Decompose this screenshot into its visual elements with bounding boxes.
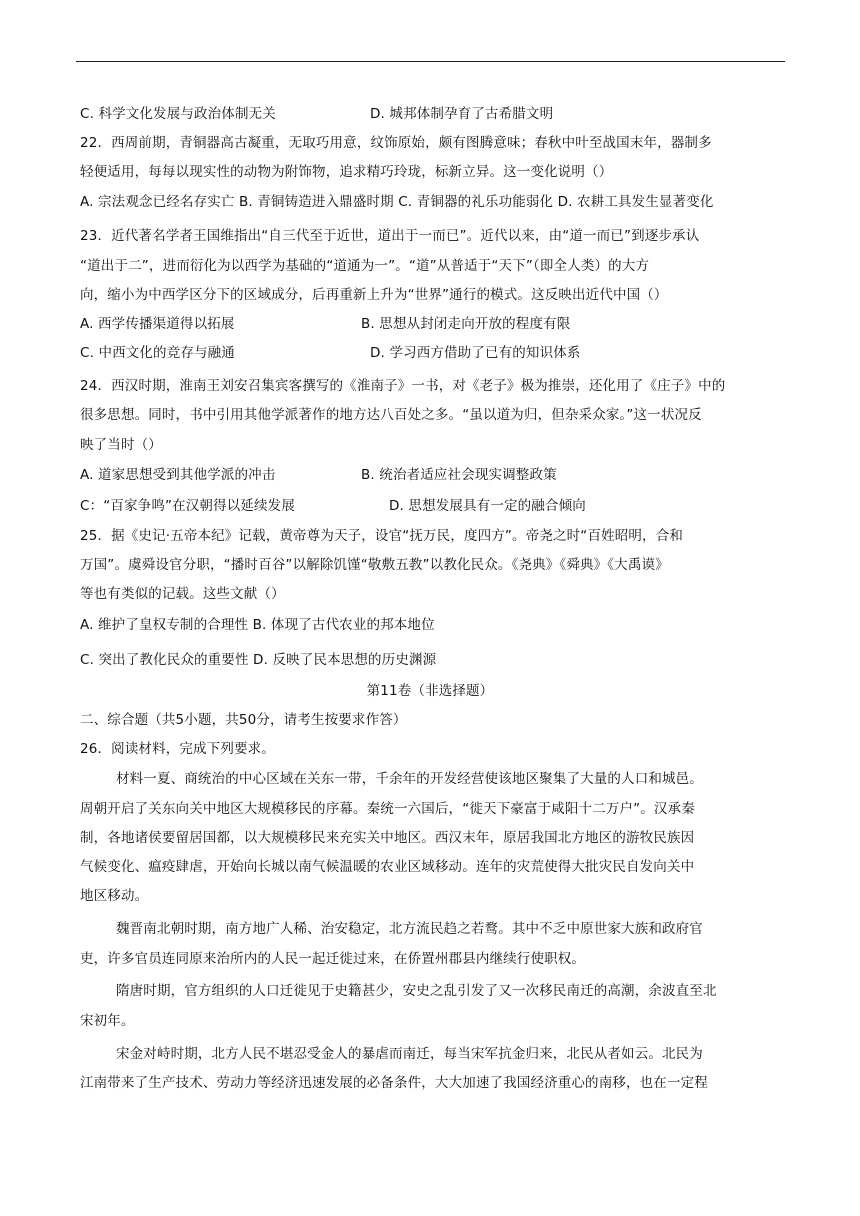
q25-stem-line-2: 万国”。虞舜设官分职，“播时百谷”以解除饥馑“敬敷五教”以教化民众。《尧典》《舜典》《大禹谟》 — [80, 557, 669, 573]
q21-option-d: D. 城邦体制孕育了古希腊文明 — [370, 106, 554, 122]
section-heading: 二、综合题（共5小题，共50分，请考生按要求作答） — [80, 712, 407, 728]
q23-option-b: B. 思想从封闭走向开放的程度有限 — [361, 316, 571, 332]
q23-stem-line-2: “道出于二”，进而衍化为以西学为基础的“道通为一”。“道”从普适于“天下”（即全人类）的大方 — [80, 258, 650, 274]
material-2-line-2: 吏，许多官员连同原来治所内的人民一起迁徙过来，在侨置州郡县内继续行使职权。 — [80, 951, 586, 967]
q23-option-a: A. 西学传播渠道得以拓展 — [80, 316, 235, 332]
material-3-line-1: 隋唐时期，官方组织的人口迁徙见于史籍甚少，安史之乱引发了又一次移民南迁的高潮，余波直至北 — [116, 983, 717, 999]
material-2-line-1: 魏晋南北朝时期，南方地广人稀、治安稳定，北方流民趋之若鹜。其中不乏中原世家大族和政府官 — [116, 921, 703, 937]
material-4-line-1: 宋金对峙时期，北方人民不堪忍受金人的暴虐而南迁，每当宋军抗金归来，北民从者如云。北民为 — [116, 1046, 703, 1062]
q24-option-a: A. 道家思想受到其他学派的冲击 — [80, 467, 276, 483]
q22-options: A. 宗法观念已经名存实亡 B. 青铜铸造进入鼎盛时期 C. 青铜器的礼乐功能弱化 D. 农耕工具发生显著变化 — [80, 194, 714, 210]
q24-stem-line-1: 24．西汉时期，淮南王刘安召集宾客撰写的《淮南子》一书，对《老子》极为推崇，还化用了《庄子》中的 — [80, 378, 726, 394]
q22-stem-line-2: 轻便适用，每每以现实性的动物为附饰物，追求精巧玲珑，标新立异。这一变化说明（） — [80, 164, 613, 180]
material-1-line-5: 地区移动。 — [80, 888, 149, 904]
material-1-line-2: 周朝开启了关东向关中地区大规模移民的序幕。秦统一六国后，“徙天下豪富于咸阳十二万户”。汉承秦 — [80, 801, 695, 817]
material-3-line-2: 宋初年。 — [80, 1013, 135, 1029]
material-1-line-4: 气候变化、瘟疫肆虐，开始向长城以南气候温暖的农业区域移动。连年的灾荒使得大批灾民自发向关中 — [80, 859, 695, 875]
q22-stem-line-1: 22．西周前期，青铜器高古凝重，无取巧用意，纹饰原始，颇有图腾意味；春秋中叶至战国末年，器制多 — [80, 135, 712, 151]
q23-option-d: D. 学习西方借助了已有的知识体系 — [370, 345, 581, 361]
material-1-line-3: 制，各地诸侯要留居国都，以大规模移民来充实关中地区。西汉末年，原居我国北方地区的游牧民族因 — [80, 830, 695, 846]
q25-options-ab: A. 维护了皇权专制的合理性 B. 体现了古代农业的邦本地位 — [80, 617, 435, 633]
q25-options-cd: C. 突出了教化民众的重要性 D. 反映了民本思想的历史渊源 — [80, 652, 437, 668]
q24-option-c: C：“百家争鸣”在汉朝得以延续发展 — [80, 498, 295, 514]
q25-stem-line-3: 等也有类似的记载。这些文献（） — [80, 586, 285, 602]
q23-stem-line-1: 23．近代著名学者王国维指出“自三代至于近世，道出于一而已”。近代以来，由“道一而已”到逐步承认 — [80, 228, 700, 244]
q24-option-b: B. 统治者适应社会现实调整政策 — [361, 467, 557, 483]
q26-prompt: 26．阅读材料，完成下列要求。 — [80, 741, 275, 757]
q21-option-c: C. 科学文化发展与政治体制无关 — [80, 106, 276, 122]
section-title: 第11卷（非选择题） — [366, 683, 494, 699]
q24-option-d: D. 思想发展具有一定的融合倾向 — [389, 498, 586, 514]
q23-stem-line-3: 向，缩小为中西学区分下的区域成分，后再重新上升为“世界”通行的模式。这反映出近代中国（） — [80, 287, 668, 303]
material-4-line-2: 江南带来了生产技术、劳动力等经济迅速发展的必备条件，大大加速了我国经济重心的南移，也在一定程 — [80, 1075, 708, 1091]
q25-stem-line-1: 25．据《史记·五帝本纪》记载，黄帝尊为天子，设官“抚万民，度四方”。帝尧之时“百姓昭明，合和 — [80, 528, 683, 544]
material-1-line-1: 材料一夏、商统治的中心区域在关东一带，千余年的开发经营使该地区聚集了大量的人口和城邑。 — [116, 771, 703, 787]
q23-option-c: C. 中西文化的竞存与融通 — [80, 345, 235, 361]
header-rule — [76, 61, 785, 62]
q24-stem-line-2: 很多思想。同时，书中引用其他学派著作的地方达八百处之多。“虽以道为归，但杂采众家。”这一状况反 — [80, 407, 702, 423]
q24-stem-line-3: 映了当时（） — [80, 437, 162, 453]
